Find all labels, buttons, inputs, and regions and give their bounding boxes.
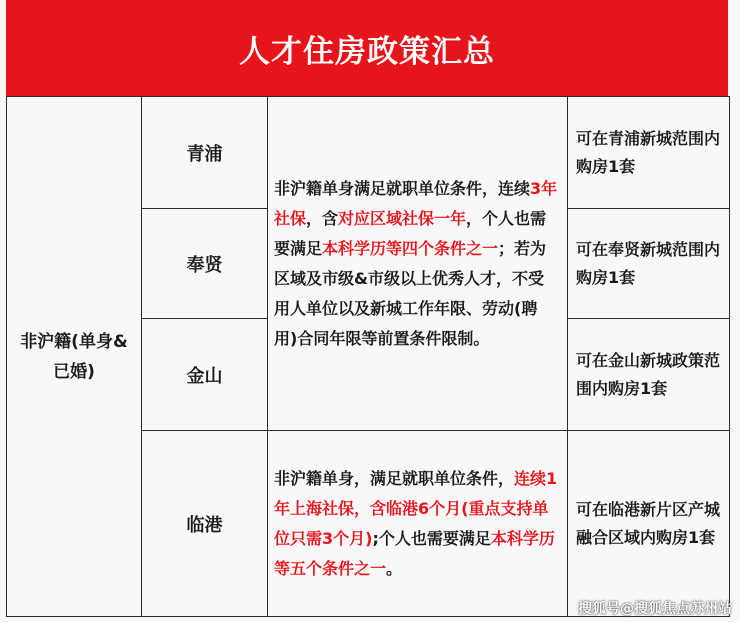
area-jinshan: 金山: [142, 319, 268, 431]
page-title: 人才住房政策汇总: [6, 0, 728, 96]
policy-table: [6, 96, 730, 617]
result-fengxian: 可在奉贤新城范围内购房1套: [568, 209, 730, 319]
area-lingang: 临港: [142, 431, 268, 617]
area-qingpu: 青浦: [142, 97, 268, 209]
condition-text: ，个人也需要满足: [274, 208, 547, 258]
condition-text: 。: [386, 558, 403, 578]
condition-highlight: 连续1年上海社保，含临港6个月(重点支持单位只需3个月): [274, 468, 558, 548]
condition-text: 非沪籍单身满足就职单位条件，连续: [274, 178, 531, 198]
condition-cell-2: [268, 431, 568, 617]
table-row: [7, 97, 730, 209]
condition-highlight: 对应区域社保一年: [338, 208, 467, 228]
condition-text: ，含: [306, 208, 339, 228]
condition-text: 非沪籍单身，满足就职单位条件，: [274, 468, 515, 488]
category-cell: 非沪籍(单身&已婚): [7, 97, 142, 617]
result-qingpu: 可在青浦新城范围内购房1套: [568, 97, 730, 209]
condition-text: ;个人也需要满足: [372, 528, 491, 548]
area-fengxian: 奉贤: [142, 209, 268, 319]
condition-highlight: 3年社保: [274, 178, 558, 228]
condition-highlight: 本科学历等五个条件之一: [274, 528, 555, 578]
condition-highlight: 本科学历等四个条件之一: [322, 238, 499, 258]
watermark: 搜狐号@搜狐焦点苏州站: [578, 601, 732, 617]
result-jinshan: 可在金山新城政策范围内购房1套: [568, 319, 730, 431]
condition-cell-1: [268, 97, 568, 431]
result-lingang: 可在临港新片区产城融合区域内购房1套: [568, 431, 730, 617]
condition-text: ；若为区域及市级&市级以上优秀人才，不受用人单位以及新城工作年限、劳动(聘用)合同年限等前置条件限制。: [274, 238, 547, 348]
